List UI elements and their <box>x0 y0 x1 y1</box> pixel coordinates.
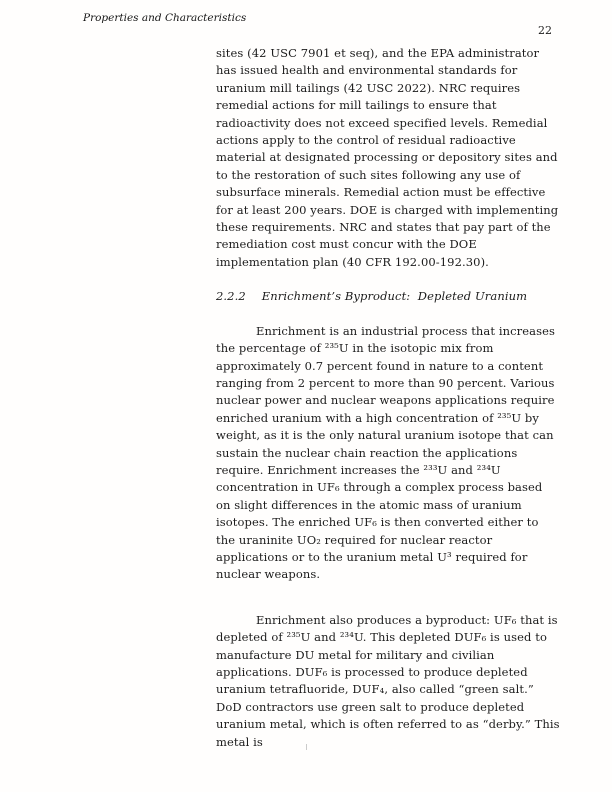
body-text <box>216 45 560 768</box>
paragraph: sites (42 USC 7901 et seq), and the EPA administrator has issued health and environmental standards for uranium mill tailings (42 USC 2022). NRC requires remedial actions for mill tailings to ensure that radioactivity does not exceed specified levels. Remedial actions apply to the control of residual radioactive material at designated processing or depository sites and to the restoration of such sites following any use of subsurface minerals. Remedial action must be effective for at least 200 years. DOE is charged with implementing these requirements. NRC and states that pay part of the remediation cost must concur with the DOE implementation plan (40 CFR 192.00-192.30). <box>216 46 559 269</box>
section-number: 2.2.2 <box>216 289 246 304</box>
page-number: 22 <box>538 24 552 37</box>
scan-artifact <box>306 744 307 750</box>
running-header: Properties and Characteristics <box>83 12 247 24</box>
paragraph: Enrichment is an industrial process that increases the percentage of ²³⁵U in the isotopic mix from approximately 0.7 percent found in nature to a content ranging from 2 percent to more than 90 percent. Various nuclear power and nuclear weapons applications require enriched uranium with a high concentration of ²³⁵U by weight, as it is the only natural uranium isotope that can sustain the nuclear chain reaction the applications require. Enrichment increases the ²³³U and ²³⁴U concentration in UF₆ through a complex process based on slight differences in the atomic mass of uranium isotopes. The enriched UF₆ is then converted either to the uraninite UO₂ required for nuclear reactor applications or to the uranium metal U³ required for nuclear weapons. <box>216 323 556 582</box>
section-heading <box>216 288 560 305</box>
section-title: Enrichment’s Byproduct: Depleted Uranium <box>261 289 528 304</box>
paragraph: Enrichment also produces a byproduct: UF₆ that is depleted of ²³⁵U and ²³⁴U. This depleted DUF₆ is used to manufacture DU metal for military and civilian applications. DUF₆ is processed to produce depleted uranium tetrafluoride, DUF₄, also called “green salt.” DoD contractors use green salt to produce depleted uranium metal, which is often referred to as “derby.” This metal is <box>216 612 560 749</box>
